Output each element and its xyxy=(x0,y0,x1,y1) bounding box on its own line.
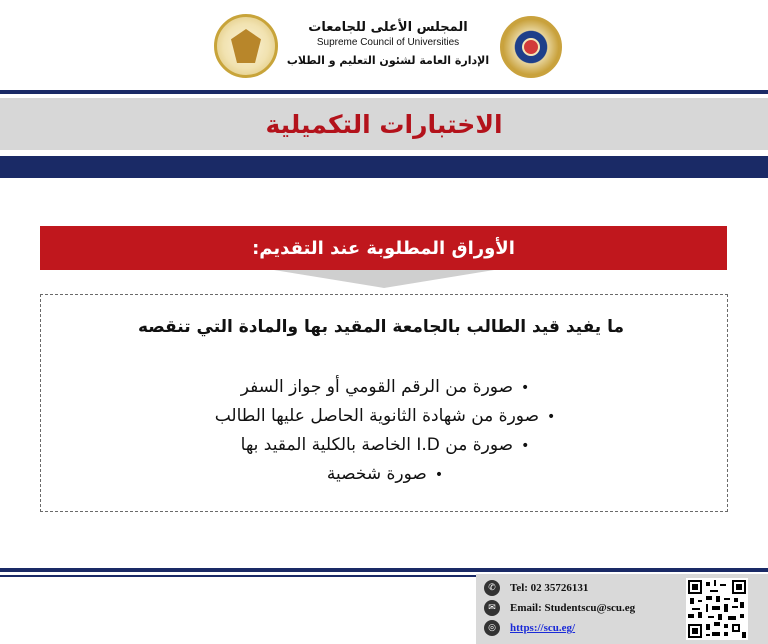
bullet-icon: • xyxy=(521,380,530,396)
globe-icon: ◎ xyxy=(484,620,500,636)
email-icon: ✉ xyxy=(484,600,500,616)
council-name-ar: المجلس الأعلى للجامعات xyxy=(308,20,468,35)
footer-left xyxy=(0,575,476,644)
banner-arrow-icon xyxy=(274,270,494,288)
list-item-label: صورة شخصية xyxy=(326,464,427,484)
email-address: Email: Studentscu@scu.eg xyxy=(510,602,636,614)
documents-heading: ما يفيد قيد الطالب بالجامعة المقيد بها والمادة التي تنقصه xyxy=(137,317,625,337)
council-heading xyxy=(286,20,490,69)
phone-number: Tel: 02 35726131 xyxy=(510,582,589,594)
list-item-label: صورة من شهادة الثانوية الحاصل عليها الطالب xyxy=(214,406,540,426)
phone-icon: ✆ xyxy=(484,580,500,596)
council-seal-icon xyxy=(500,16,562,78)
qr-code-icon xyxy=(688,580,746,638)
documents-box xyxy=(40,294,728,512)
department-name: الإدارة العامة لشئون التعليم و الطلاب xyxy=(286,54,490,67)
requirements-banner-label: الأوراق المطلوبة عند التقديم: xyxy=(252,237,515,259)
bullet-icon: • xyxy=(521,438,530,454)
documents-list xyxy=(61,373,709,489)
requirements-banner xyxy=(40,226,727,270)
list-item xyxy=(61,431,709,460)
bullet-icon: • xyxy=(547,409,556,425)
council-name-en: Supreme Council of Universities xyxy=(316,37,460,48)
divider-line xyxy=(0,90,768,94)
page-title: الاختبارات التكميلية xyxy=(265,109,503,139)
footer-divider xyxy=(0,568,768,572)
page-header xyxy=(0,0,768,88)
list-item xyxy=(61,402,709,431)
website-row xyxy=(484,620,575,636)
list-item xyxy=(61,460,709,489)
email-row xyxy=(484,600,635,616)
list-item-label: صورة من الرقم القومي أو جواز السفر xyxy=(240,377,514,397)
title-band xyxy=(0,98,768,150)
ministry-seal-icon xyxy=(214,14,278,78)
list-item xyxy=(61,373,709,402)
bullet-icon: • xyxy=(434,467,444,483)
list-item-label: صورة من I.D الخاصة بالكلية المقيد بها xyxy=(240,435,514,455)
qr-code[interactable] xyxy=(686,578,748,640)
phone-row xyxy=(484,580,588,596)
website-link[interactable]: https://scu.eg/ xyxy=(510,622,576,634)
divider-band xyxy=(0,156,768,178)
